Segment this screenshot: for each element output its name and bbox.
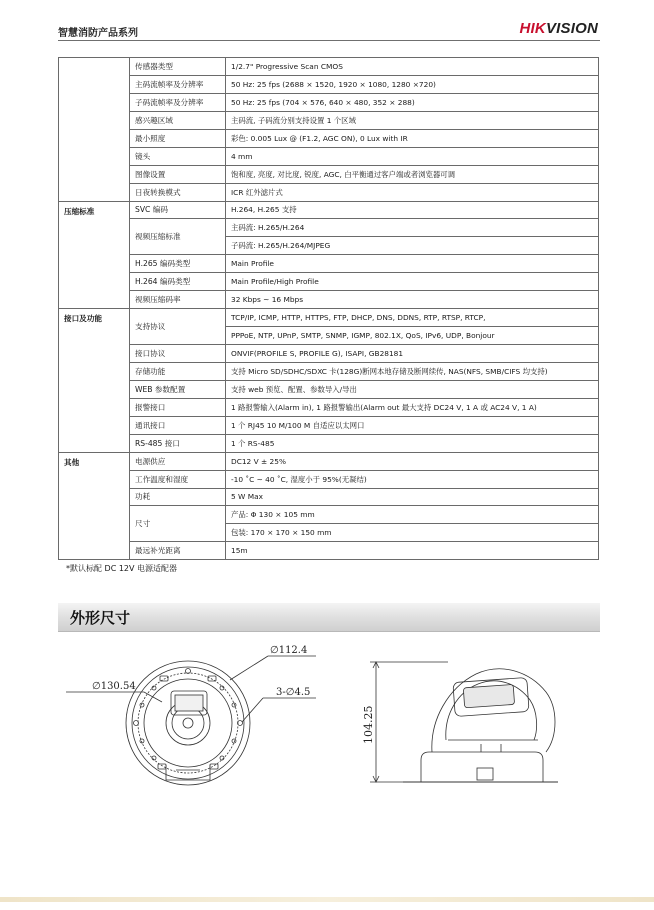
spec-value: 产品: Φ 130 × 105 mm	[226, 506, 599, 524]
spec-name: 电源供应	[130, 452, 226, 470]
footnote: *默认标配 DC 12V 电源适配器	[66, 564, 178, 573]
spec-value: 1 个 RS-485	[226, 434, 599, 452]
spec-value: ONVIF(PROFILE S, PROFILE G), ISAPI, GB28181	[226, 345, 599, 363]
dimension-height: 104.25	[362, 705, 375, 744]
spec-category: 其他	[59, 452, 130, 560]
spec-row	[59, 93, 599, 111]
spec-name: H.265 编码类型	[130, 255, 226, 273]
spec-name: 报警接口	[130, 398, 226, 416]
camera-side-view	[370, 662, 558, 782]
spec-name: 最小照度	[130, 129, 226, 147]
spec-value: ICR 红外滤片式	[226, 183, 599, 201]
spec-row	[59, 291, 599, 309]
spec-name: 感兴趣区域	[130, 111, 226, 129]
spec-name: 功耗	[130, 488, 226, 506]
spec-value: TCP/IP, ICMP, HTTP, HTTPS, FTP, DHCP, DNS, DDNS, RTP, RTSP, RTCP,	[226, 309, 599, 327]
spec-row	[59, 165, 599, 183]
spec-row	[59, 434, 599, 452]
spec-name: 存储功能	[130, 362, 226, 380]
spec-row	[59, 488, 599, 506]
spec-row	[59, 129, 599, 147]
spec-value: 5 W Max	[226, 488, 599, 506]
spec-row	[59, 506, 599, 524]
spec-name: 支持协议	[130, 309, 226, 345]
spec-row	[59, 542, 599, 560]
dimension-holes: 3-∅4.5	[276, 687, 311, 698]
spec-category: 接口及功能	[59, 309, 130, 453]
header-title: 智慧消防产品系列	[58, 28, 138, 39]
spec-name: 视频压缩标准	[130, 219, 226, 255]
hikvision-logo: HIKVISION	[519, 20, 598, 37]
spec-value: 饱和度, 亮度, 对比度, 锐度, AGC, 白平衡通过客户端或者浏览器可调	[226, 165, 599, 183]
dimension-outer-diameter: ∅130.54	[92, 681, 136, 692]
spec-row	[59, 273, 599, 291]
spec-name: 接口协议	[130, 345, 226, 363]
dimension-inner-diameter: ∅112.4	[270, 645, 308, 656]
spec-value: 主码流: H.265/H.264	[226, 219, 599, 237]
spec-row	[59, 362, 599, 380]
spec-category: 压缩标准	[59, 201, 130, 309]
spec-name: 图像设置	[130, 165, 226, 183]
spec-value: 1 路报警输入(Alarm in), 1 路报警输出(Alarm out 最大支持 DC24 V, 1 A 或 AC24 V, 1 A)	[226, 398, 599, 416]
spec-row	[59, 309, 599, 327]
spec-row	[59, 58, 599, 76]
dimension-drawing	[58, 640, 600, 810]
spec-row	[59, 255, 599, 273]
spec-row	[59, 452, 599, 470]
header-divider	[58, 40, 600, 41]
spec-name: SVC 编码	[130, 201, 226, 219]
spec-row	[59, 111, 599, 129]
spec-value: 4 mm	[226, 147, 599, 165]
spec-name: 日夜转换模式	[130, 183, 226, 201]
spec-row	[59, 201, 599, 219]
spec-value: 1 个 RJ45 10 M/100 M 自适应以太网口	[226, 416, 599, 434]
spec-name: 视频压缩码率	[130, 291, 226, 309]
spec-name: 主码流帧率及分辨率	[130, 75, 226, 93]
spec-name: RS-485 接口	[130, 434, 226, 452]
spec-value: Main Profile/High Profile	[226, 273, 599, 291]
spec-name: 通讯接口	[130, 416, 226, 434]
spec-value: 彩色: 0.005 Lux @ (F1.2, AGC ON), 0 Lux with IR	[226, 129, 599, 147]
spec-row	[59, 219, 599, 237]
spec-name: 工作温度和湿度	[130, 470, 226, 488]
spec-value: 50 Hz: 25 fps (2688 × 1520, 1920 × 1080, 1280 ×720)	[226, 75, 599, 93]
spec-row	[59, 416, 599, 434]
spec-value: Main Profile	[226, 255, 599, 273]
section-title: 外形尺寸	[70, 609, 131, 627]
spec-value: DC12 V ± 25%	[226, 452, 599, 470]
spec-name: 尺寸	[130, 506, 226, 542]
spec-value: PPPoE, NTP, UPnP, SMTP, SNMP, IGMP, 802.1X, QoS, IPv6, UDP, Bonjour	[226, 327, 599, 345]
camera-bottom-view	[126, 661, 250, 785]
spec-category	[59, 58, 130, 202]
spec-row	[59, 398, 599, 416]
spec-value: 15m	[226, 542, 599, 560]
spec-name: 镜头	[130, 147, 226, 165]
spec-value: -10 ˚C ~ 40 ˚C, 湿度小于 95%(无凝结)	[226, 470, 599, 488]
footer-rule	[0, 897, 654, 902]
spec-value: 32 Kbps ~ 16 Mbps	[226, 291, 599, 309]
spec-value: 1/2.7" Progressive Scan CMOS	[226, 58, 599, 76]
spec-value: 包装: 170 × 170 × 150 mm	[226, 524, 599, 542]
spec-row	[59, 345, 599, 363]
spec-name: 最远补光距离	[130, 542, 226, 560]
spec-name: WEB 参数配置	[130, 380, 226, 398]
spec-table	[58, 57, 599, 560]
spec-value: 50 Hz: 25 fps (704 × 576, 640 × 480, 352 × 288)	[226, 93, 599, 111]
spec-row	[59, 147, 599, 165]
section-header	[58, 603, 600, 632]
spec-row	[59, 183, 599, 201]
spec-row	[59, 470, 599, 488]
spec-value: H.264, H.265 支持	[226, 201, 599, 219]
spec-name: 传感器类型	[130, 58, 226, 76]
spec-row	[59, 75, 599, 93]
spec-value: 主码流, 子码流分别支持设置 1 个区域	[226, 111, 599, 129]
spec-value: 子码流: H.265/H.264/MJPEG	[226, 237, 599, 255]
spec-value: 支持 Micro SD/SDHC/SDXC 卡(128G)断网本地存储及断网续传, NAS(NFS, SMB/CIFS 均支持)	[226, 362, 599, 380]
spec-row	[59, 380, 599, 398]
spec-value: 支持 web 预览、配置、参数导入/导出	[226, 380, 599, 398]
spec-name: H.264 编码类型	[130, 273, 226, 291]
spec-name: 子码流帧率及分辨率	[130, 93, 226, 111]
